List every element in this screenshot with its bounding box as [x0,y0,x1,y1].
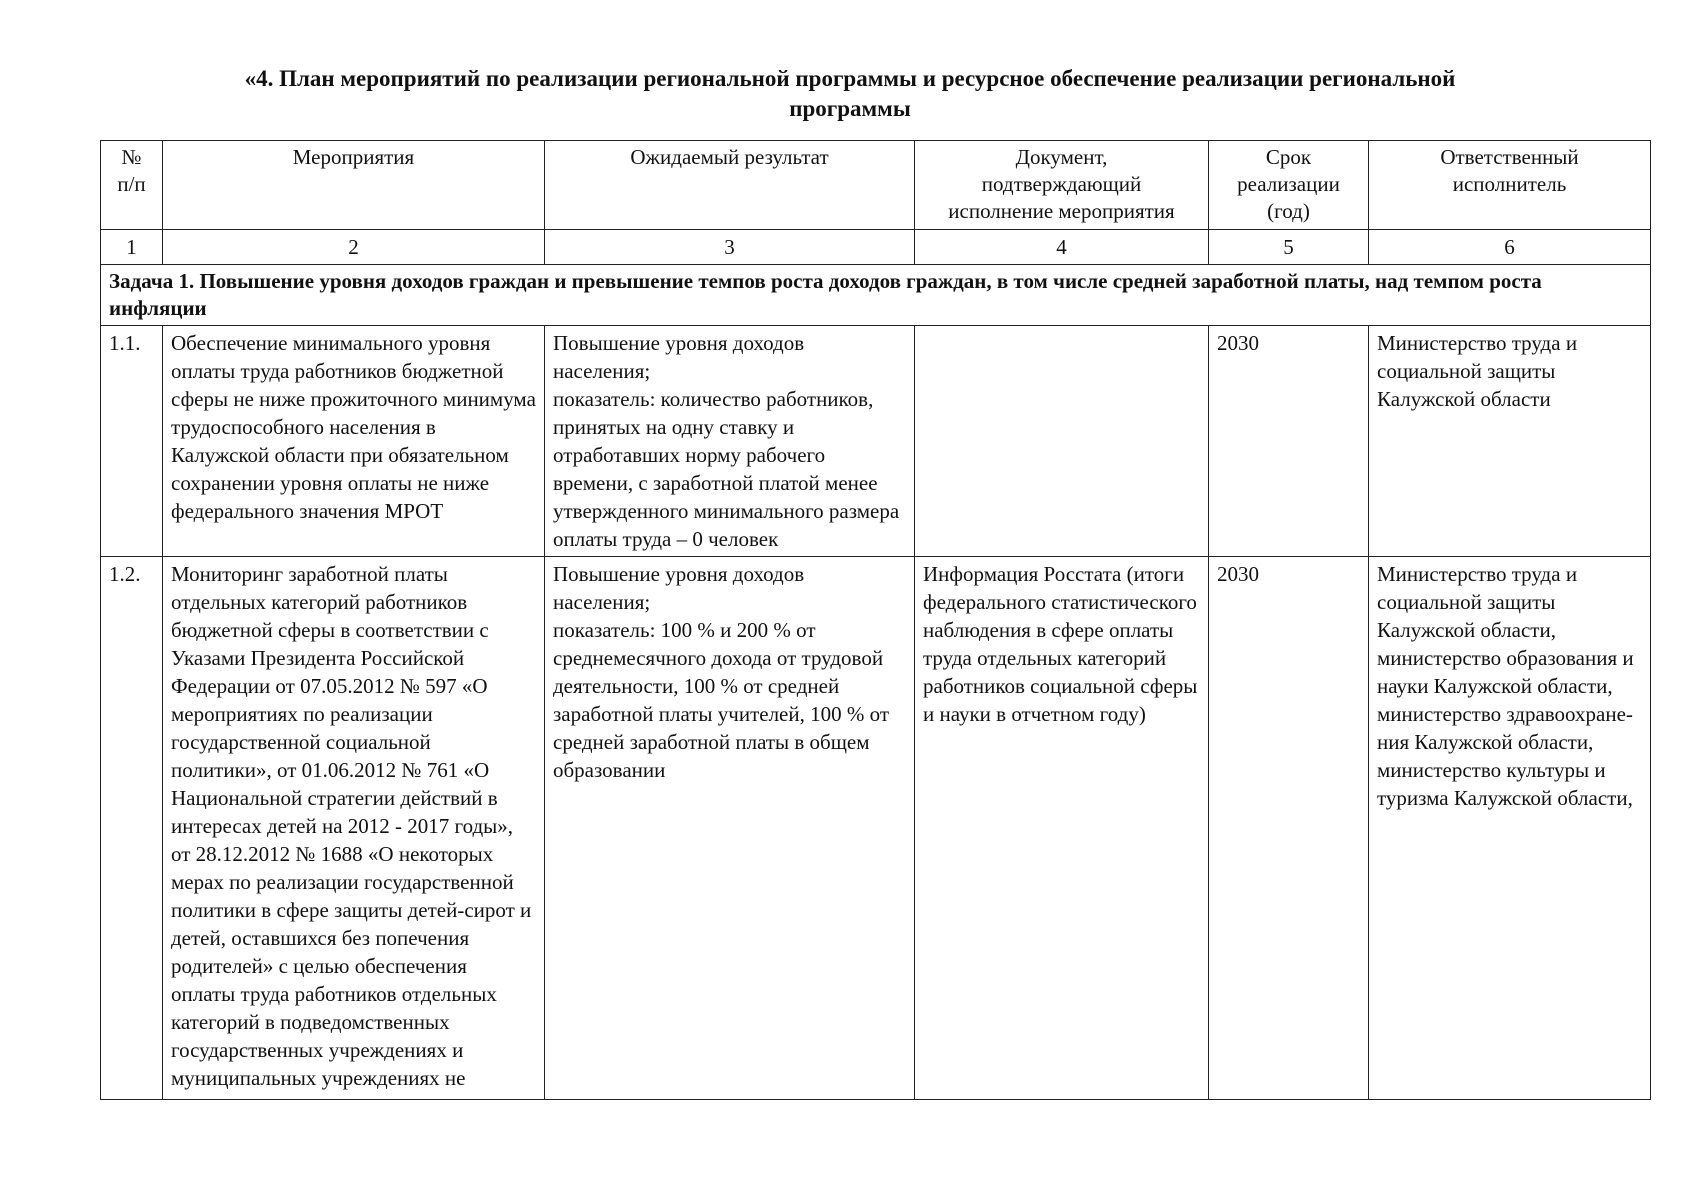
term-cell: 2030 [1209,557,1369,1100]
title-line-2: программы [789,96,911,121]
task-1-heading: Задача 1. Повышение уровня доходов граждан и превышение темпов роста доходов граждан, в том числе средней заработной платы, над темпом роста инфляции [101,264,1651,325]
activity-cell: Мониторинг заработной платы отдельных категорий работников бюджетной сферы в соответствии с Указами Президента Российской Федерации от 07.05.2012 № 597 «О мероприятиях по реализации государственной социальной политики», от 01.06.2012 № 761 «О Национальной стратегии действий в интересах детей на 2012 - 2017 годы», от 28.12.2012 № 1688 «О некоторых мерах по реализации государственной политики в сфере защиты детей-сирот и детей, оставшихся без попечения родителей» с целью обеспечения оплаты труда работников отдельных категорий в подведомственных государственных учреждениях и муниципальных учреждениях не [163,557,545,1100]
column-number-cell: 6 [1369,229,1651,264]
title-line-1: «4. План мероприятий по реализации региональной программы и ресурсное обеспечение реализации региональной [244,66,1456,91]
table-row [101,557,1651,1100]
plan-table [100,140,1651,1100]
term-cell: 2030 [1209,326,1369,557]
activity-cell: Обеспечение минимального уровня оплаты труда работников бюджетной сферы не ниже прожиточного минимума трудоспособного населения в Калужской области при обязательном сохранении уровня оплаты не ниже федерального значения МРОТ [163,326,545,557]
header-cell-number: № п/п [101,141,163,230]
responsible-cell: Министерство труда и социальной защиты Калужской области [1369,326,1651,557]
result-cell: Повышение уровня доходов населения; показатель: 100 % и 200 % от среднемесячного дохода от трудовой деятельности, 100 % от средней заработной платы учителей, 100 % от средней заработной платы в общем образовании [545,557,915,1100]
page-title [100,64,1600,124]
table-row [101,326,1651,557]
task-row [101,264,1651,325]
column-number-cell: 5 [1209,229,1369,264]
document-cell: Информация Росстата (итоги федерального статистического наблюдения в сфере оплаты труда отдельных категорий работников социальной сферы и науки в отчетном году) [915,557,1209,1100]
header-cell-responsible: Ответственный исполнитель [1369,141,1651,230]
header-cell-expected-result: Ожидаемый результат [545,141,915,230]
column-number-row [101,229,1651,264]
header-cell-activities: Мероприятия [163,141,545,230]
column-number-cell: 2 [163,229,545,264]
header-cell-term: Срок реализации (год) [1209,141,1369,230]
table-header-row [101,141,1651,230]
result-cell: Повышение уровня доходов населения; показатель: количество работников, принятых на одну ставку и отработавших норму рабочего времени, с заработной платой менее утвержденного минимального размера оплаты труда – 0 человек [545,326,915,557]
column-number-cell: 4 [915,229,1209,264]
header-cell-document: Документ, подтверждающий исполнение мероприятия [915,141,1209,230]
row-number-cell: 1.1. [101,326,163,557]
responsible-cell: Министерство труда и социальной защиты Калужской области, министерство образования и науки Калужской области, министерство здравоохране-ния Калужской области, министерство культуры и туризма Калужской области, [1369,557,1651,1100]
row-number-cell: 1.2. [101,557,163,1100]
column-number-cell: 1 [101,229,163,264]
document-cell [915,326,1209,557]
column-number-cell: 3 [545,229,915,264]
